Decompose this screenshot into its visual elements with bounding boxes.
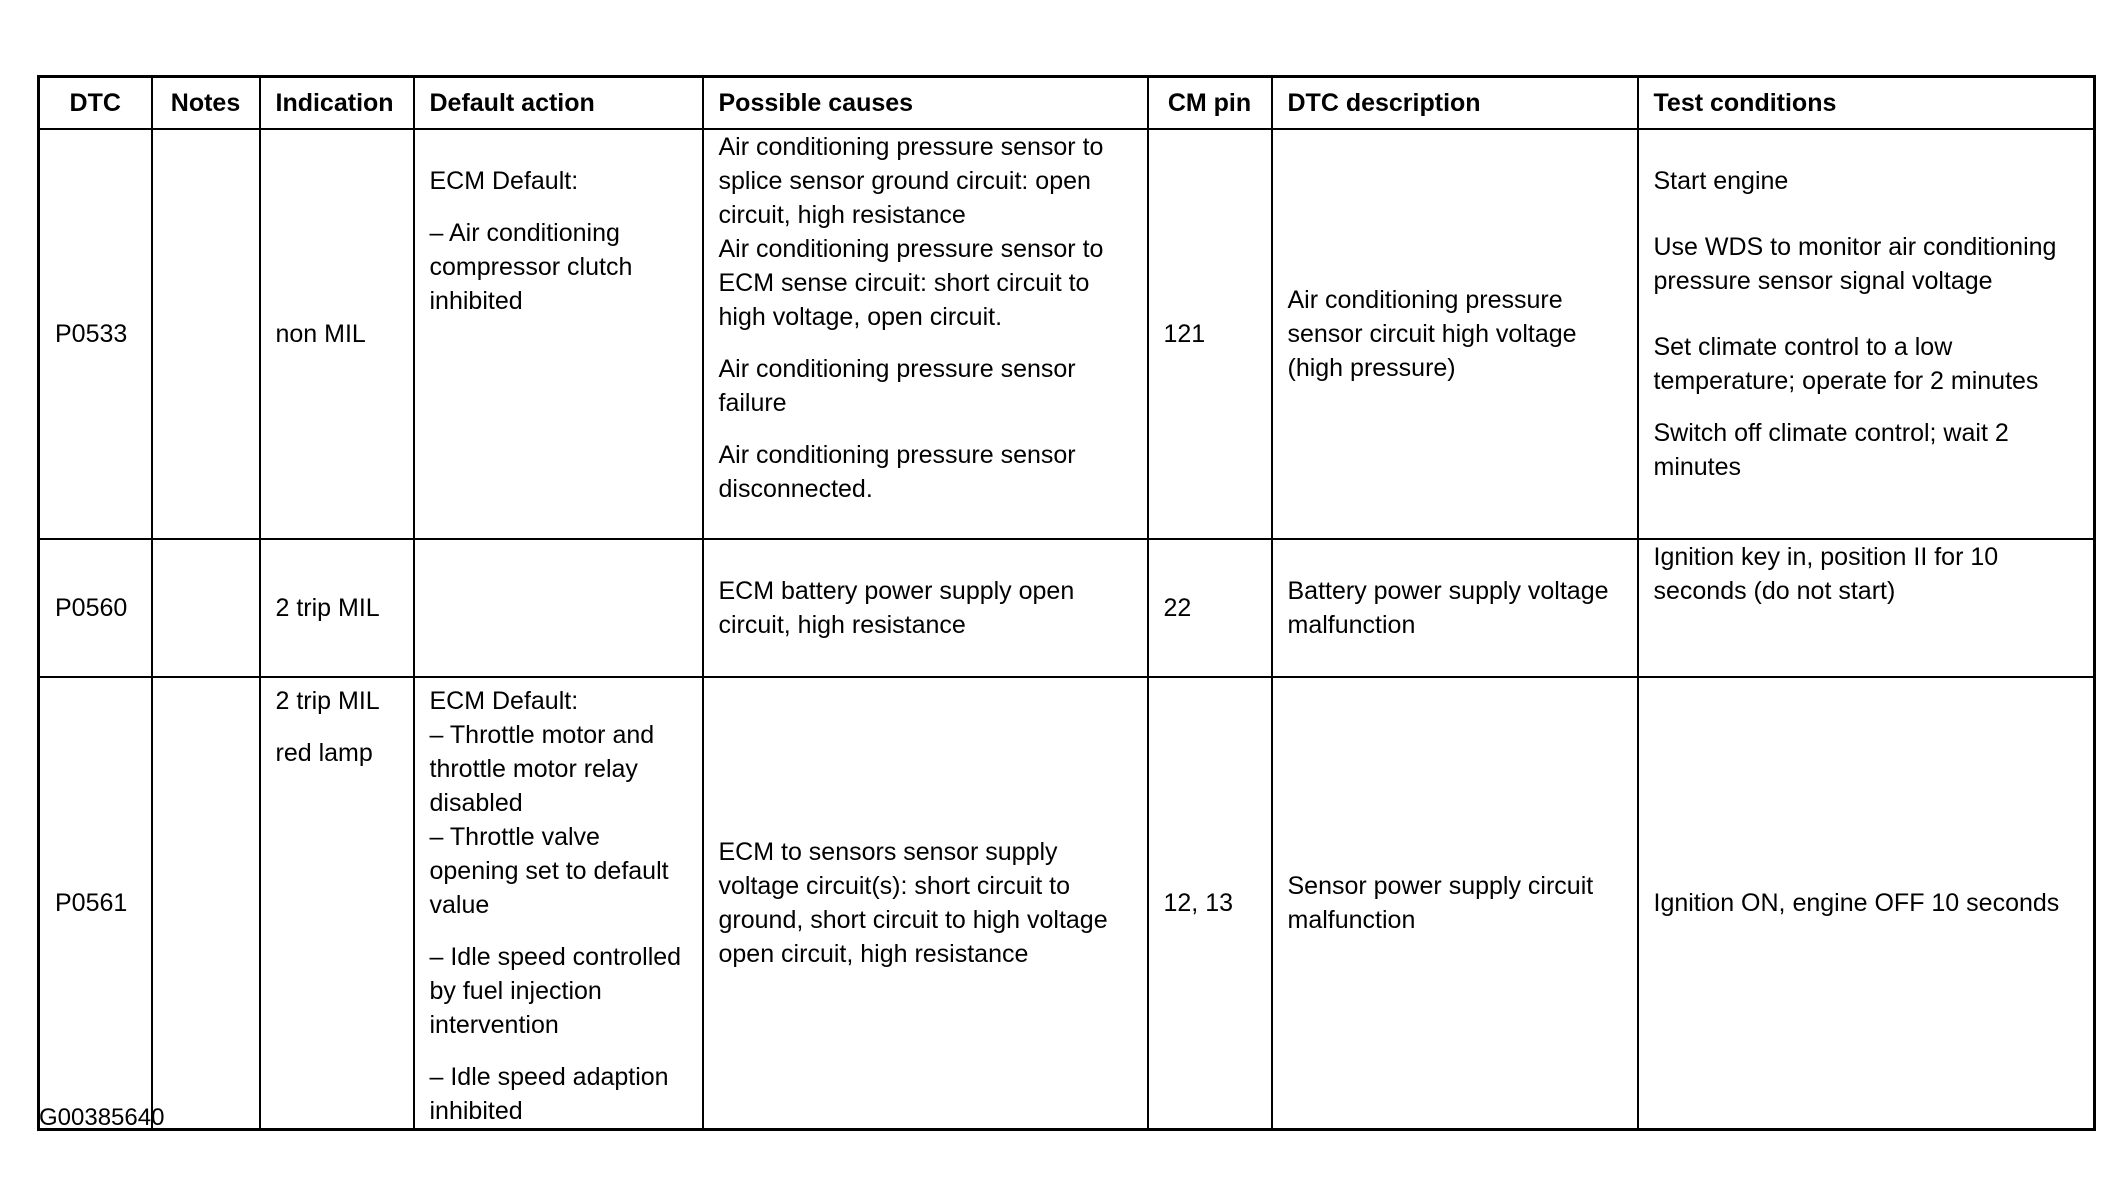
cell-cm-pin: 22	[1148, 539, 1272, 677]
test-condition-line: Ignition key in, position II for 10 seconds (do not start)	[1653, 543, 1999, 605]
header-dtc-description: DTC description	[1272, 77, 1638, 130]
cell-default-action	[414, 677, 703, 1130]
cell-notes	[152, 539, 260, 677]
cell-test-conditions	[1638, 129, 2095, 539]
header-default-action: Default action	[414, 77, 703, 130]
test-condition-line: Use WDS to monitor air conditioning pressure sensor signal voltage	[1653, 233, 2057, 295]
test-condition-line: Set climate control to a low temperature; operate for 2 minutes	[1653, 333, 2039, 395]
cell-dtc-description: Sensor power supply circuit malfunction	[1272, 677, 1638, 1130]
header-test-conditions: Test conditions	[1638, 77, 2095, 130]
header-row	[39, 77, 2095, 130]
header-notes: Notes	[152, 77, 260, 130]
header-possible-causes: Possible causes	[703, 77, 1148, 130]
cell-indication	[260, 677, 414, 1130]
cell-dtc-description: Air conditioning pressure sensor circuit high voltage (high pressure)	[1272, 129, 1638, 539]
cell-cm-pin: 12, 13	[1148, 677, 1272, 1130]
figure-id: G00385640	[39, 1104, 165, 1131]
indication-line: 2 trip MIL	[275, 594, 380, 622]
default-action-line: ECM Default:	[429, 687, 579, 715]
possible-cause-line: Air conditioning pressure sensor failure	[718, 355, 1076, 417]
possible-cause-line: Air conditioning pressure sensor to ECM sense circuit: short circuit to high voltage, open circuit.	[718, 235, 1104, 331]
cell-default-action	[414, 539, 703, 677]
cell-notes	[152, 129, 260, 539]
cell-indication	[260, 539, 414, 677]
possible-cause-line: Air conditioning pressure sensor disconnected.	[718, 441, 1076, 503]
table-row	[39, 539, 2095, 677]
indication-line: 2 trip MIL	[275, 687, 380, 715]
default-action-line: – Throttle valve opening set to default value	[429, 823, 669, 919]
default-action-line: – Air conditioning compressor clutch inhibited	[429, 219, 633, 315]
possible-cause-line: Air conditioning pressure sensor to splice sensor ground circuit: open circuit, high resistance	[718, 133, 1104, 229]
dtc-table	[37, 75, 2096, 1131]
default-action-line: ECM Default:	[429, 167, 579, 195]
cell-test-conditions	[1638, 677, 2095, 1130]
default-action-line: – Throttle motor and throttle motor relay disabled	[429, 721, 655, 817]
default-action-line: – Idle speed adaption inhibited	[429, 1063, 669, 1125]
indication-line: non MIL	[275, 320, 366, 348]
possible-cause-line: ECM to sensors sensor supply voltage circuit(s): short circuit to ground, short circuit to high voltage open circuit, high resistance	[718, 838, 1108, 968]
default-action-line: – Idle speed controlled by fuel injection intervention	[429, 943, 682, 1039]
indication-line: red lamp	[275, 739, 373, 767]
test-condition-line: Switch off climate control; wait 2 minutes	[1653, 419, 2009, 481]
cell-cm-pin: 121	[1148, 129, 1272, 539]
cell-dtc-description: Battery power supply voltage malfunction	[1272, 539, 1638, 677]
header-cm-pin: CM pin	[1148, 77, 1272, 130]
cell-possible-causes	[703, 129, 1148, 539]
header-indication: Indication	[260, 77, 414, 130]
cell-dtc: P0561	[39, 677, 152, 1130]
possible-cause-line: ECM battery power supply open circuit, high resistance	[718, 577, 1075, 639]
test-condition-line: Start engine	[1653, 167, 1789, 195]
header-dtc: DTC	[39, 77, 152, 130]
cell-notes	[152, 677, 260, 1130]
test-condition-line: Ignition ON, engine OFF 10 seconds	[1653, 889, 2060, 917]
cell-default-action	[414, 129, 703, 539]
cell-possible-causes	[703, 539, 1148, 677]
table-row	[39, 129, 2095, 539]
cell-dtc: P0560	[39, 539, 152, 677]
table-row	[39, 677, 2095, 1130]
cell-dtc: P0533	[39, 129, 152, 539]
cell-test-conditions	[1638, 539, 2095, 677]
cell-indication	[260, 129, 414, 539]
cell-possible-causes	[703, 677, 1148, 1130]
